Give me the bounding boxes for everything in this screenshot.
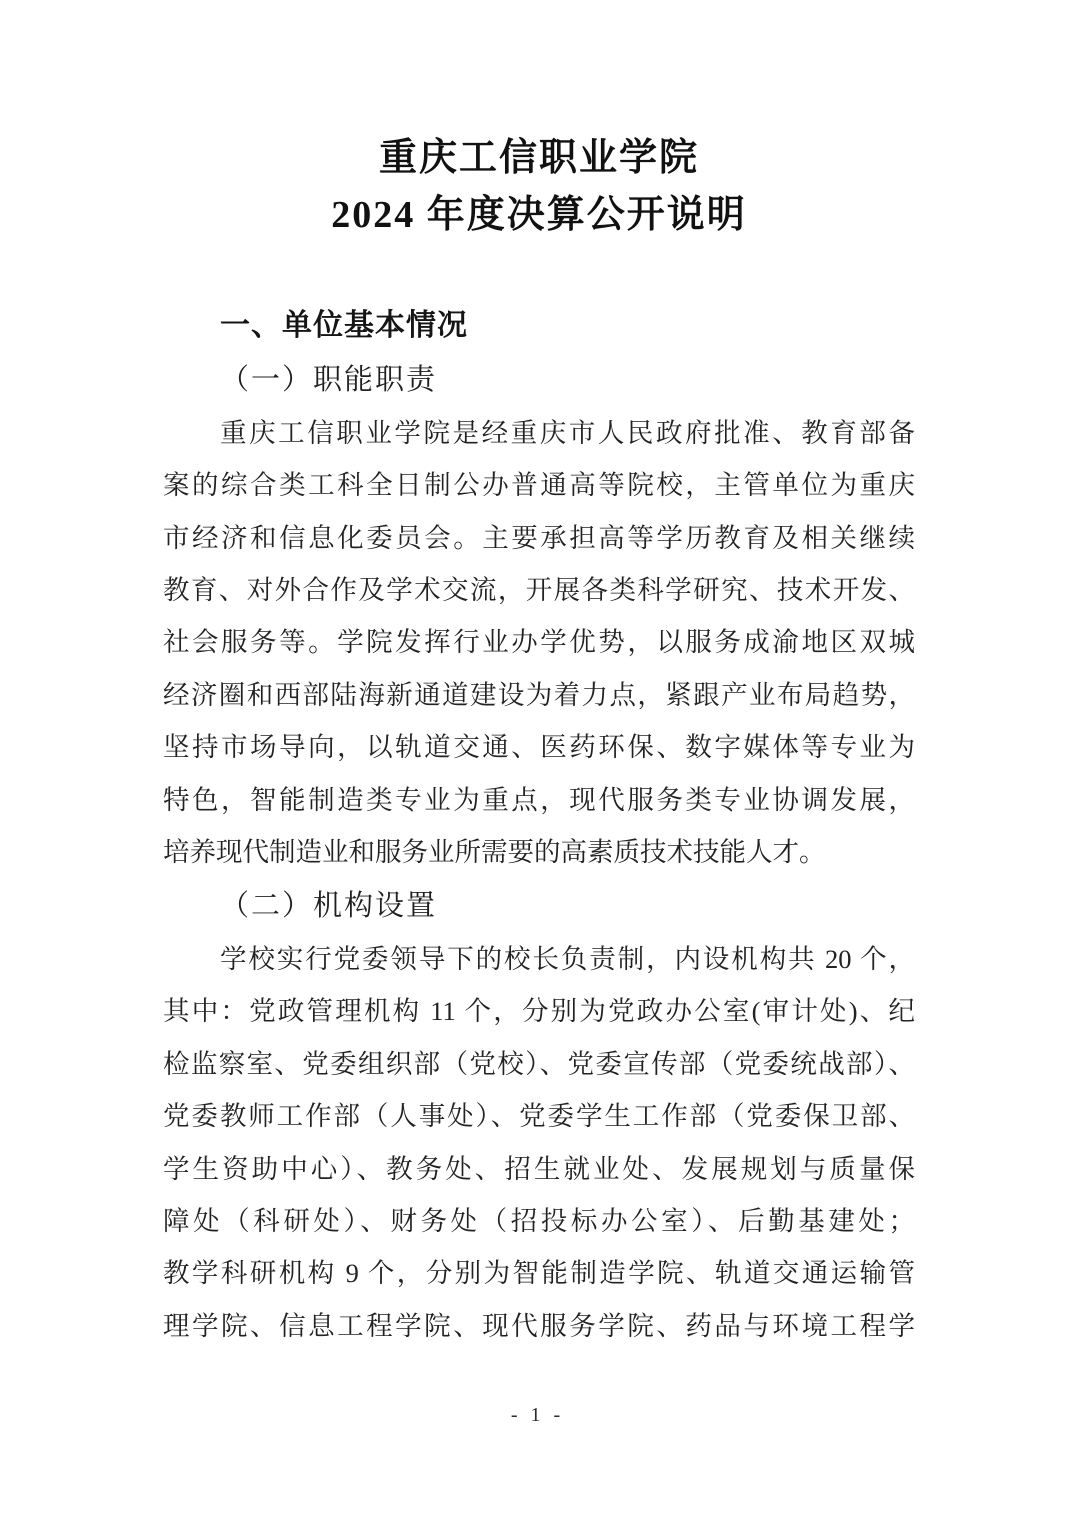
paragraph-line: 理学院、信息工程学院、现代服务学院、药品与环境工程学 [163,1310,915,1341]
paragraph-line: 学校实行党委领导下的校长负责制，内设机构共 20 个， [220,943,915,974]
paragraph-line: 社会服务等。学院发挥行业办学优势，以服务成渝地区双城 [163,627,915,658]
paragraph-line: 检监察室、党委组织部（党校）、党委宣传部（党委统战部）、 [163,1048,915,1079]
doc-title-line2: 2024 年度决算公开说明 [331,194,747,236]
subsection-heading-org-structure: （二）机构设置 [220,890,438,923]
paragraph-line: 其中：党政管理机构 11 个，分别为党政办公室(审计处)、纪 [163,996,915,1027]
section-heading-unit-basic-info: 一、单位基本情况 [220,309,468,342]
paragraph-line: 教学科研机构 9 个，分别为智能制造学院、轨道交通运输管 [163,1258,915,1289]
paragraph-line: 学生资助中心）、教务处、招生就业处、发展规划与质量保 [163,1153,915,1184]
paragraph-line: 重庆工信职业学院是经重庆市人民政府批准、教育部备 [220,417,915,448]
subsection-heading-functions-duties: （一）职能职责 [220,364,438,397]
paragraph-line: 教育、对外合作及学术交流，开展各类科学研究、技术开发、 [163,575,915,606]
paragraph-line: 特色，智能制造类专业为重点，现代服务类专业协调发展， [163,784,915,815]
paragraph-line: 障处（科研处）、财务处（招投标办公室）、后勤基建处； [163,1205,915,1236]
page-number: - 1 - [510,1404,565,1426]
paragraph-line: 案的综合类工科全日制公办普通高等院校，主管单位为重庆 [163,470,915,501]
paragraph-line: 经济圈和西部陆海新通道建设为着力点，紧跟产业布局趋势， [163,679,915,710]
paragraph-line: 党委教师工作部（人事处）、党委学生工作部（党委保卫部、 [163,1101,915,1132]
paragraph-organization [163,933,915,1352]
doc-title-line1: 重庆工信职业学院 [378,137,699,179]
paragraph-line: 培养现代制造业和服务业所需要的高素质技术技能人才。 [163,837,826,868]
paragraph-line: 坚持市场导向，以轨道交通、医药环保、数字媒体等专业为 [163,732,915,763]
paragraph-line: 市经济和信息化委员会。主要承担高等学历教育及相关继续 [163,522,915,553]
paragraph-functions [163,407,915,879]
document-content [163,0,915,1352]
